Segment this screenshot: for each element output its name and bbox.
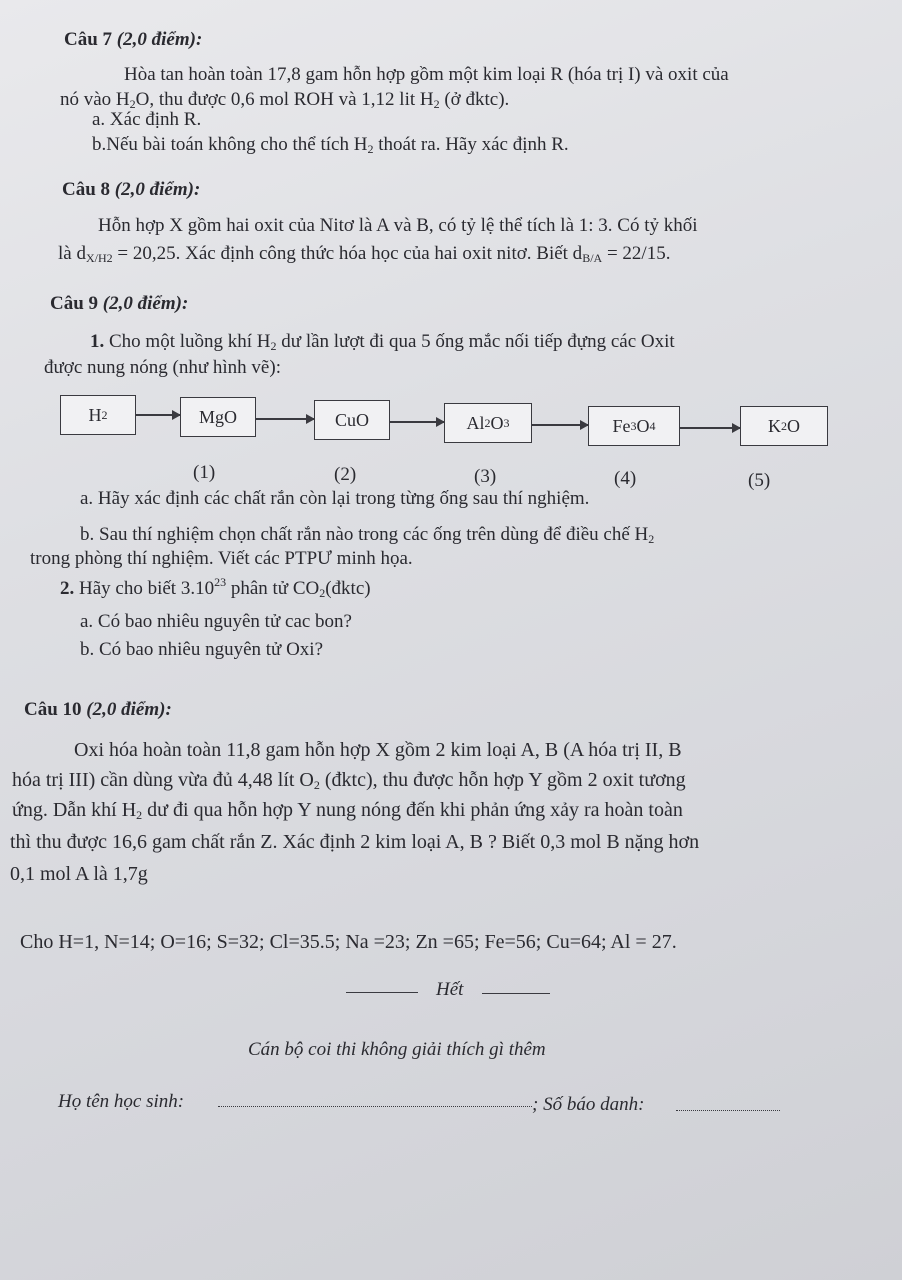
- arrow-1: [136, 414, 180, 416]
- box-k2o-a: K: [768, 415, 781, 436]
- q9-points: (2,0 điểm):: [102, 293, 189, 314]
- tube-number-2: (2): [334, 464, 357, 485]
- q9-p1-line1-b: dư lần lượt đi qua 5 ống mắc nối tiếp đựng các Oxit: [276, 331, 675, 352]
- q8-sub-ba: B/A: [582, 251, 603, 265]
- q8-sub-xh2: X/H2: [85, 251, 113, 265]
- q7-line2-b: O, thu được 0,6 mol ROH và 1,12 lit H: [135, 89, 434, 110]
- box-mgo-text: MgO: [198, 406, 237, 427]
- separator: ;: [532, 1094, 539, 1115]
- q9-part-b-line2: trong phòng thí nghiệm. Viết các PTPƯ minh họa.: [30, 548, 413, 569]
- q9-p1-num: 1.: [90, 331, 105, 352]
- student-name-label: Họ tên học sinh:: [58, 1091, 185, 1112]
- box-cuo: [314, 400, 390, 440]
- tube-number-1: (1): [193, 462, 216, 483]
- q10-line1: Oxi hóa hoàn toàn 11,8 gam hỗn hợp X gồm 2 kim loại A, B (A hóa trị II, B: [74, 739, 682, 761]
- box-al2o3: Al 2 O 3: [444, 403, 532, 443]
- q8-line1: Hỗn hợp X gồm hai oxit của Nitơ là A và B, có tỷ lệ thể tích là 1: 3. Có tỷ khối: [98, 215, 698, 236]
- q7-part-b-2: thoát ra. Hãy xác định R.: [373, 134, 569, 155]
- q7-line1: Hòa tan hoàn toàn 17,8 gam hỗn hợp gồm một kim loại R (hóa trị I) và oxit của: [124, 64, 729, 85]
- q7-line2-a: nó vào H: [60, 89, 130, 110]
- candidate-no-label: [532, 1093, 644, 1117]
- q10-heading: [24, 698, 172, 722]
- q9-p2-num: 2.: [60, 578, 75, 599]
- q10-line5: 0,1 mol A là 1,7g: [10, 863, 148, 885]
- q7-line2: nó vào $H_2O$, thu được 0,6 mol ROH và 1,12 lit $H_2$ (ở đktc).: [60, 89, 510, 111]
- q10-line4: thì thu được 16,6 gam chất rắn Z. Xác định 2 kim loại A, B ? Biết 0,3 mol B nặng hơn: [10, 831, 700, 853]
- q10-points: (2,0 điểm):: [86, 699, 172, 720]
- candidate-no-text: Số báo danh:: [538, 1094, 645, 1115]
- arrow-2: [256, 418, 314, 420]
- q10-line2: hóa trị III) cần dùng vừa đủ 4,48 lít $O_2$ (đktc), thu được hỗn hợp Y gồm 2 oxit tương: [12, 769, 686, 792]
- tube-number-5: (5): [748, 470, 771, 491]
- q7-part-a: a. Xác định R.: [92, 109, 202, 130]
- q9-part-a: a. Hãy xác định các chất rắn còn lại trong từng ống sau thí nghiệm.: [80, 488, 590, 509]
- q9-part-b-line1-a: b. Sau thí nghiệm chọn chất rắn nào trong các ống trên dùng để điều chế H: [80, 524, 649, 545]
- q7-part-b-1: b.Nếu bài toán không cho thể tích H: [92, 134, 368, 155]
- box-mgo: [180, 397, 256, 437]
- tube-number-4: (4): [614, 468, 637, 489]
- tube-number-3: (3): [474, 466, 497, 487]
- q10-title: Câu 10: [24, 699, 82, 720]
- q9-part-b-line1: b. Sau thí nghiệm chọn chất rắn nào trong các ống trên dùng để điều chế $H_2$: [80, 524, 655, 546]
- box-k2o-b: O: [787, 415, 800, 436]
- q7-heading: [64, 28, 202, 52]
- arrow-4: [532, 424, 588, 426]
- q9-p2-part-a: a. Có bao nhiêu nguyên tử cac bon?: [80, 611, 352, 632]
- q10-line2-b: (đktc), thu được hỗn hợp Y gồm 2 oxit tương: [319, 769, 686, 791]
- q9-p2-part-b: b. Có bao nhiêu nguyên tử Oxi?: [80, 639, 324, 660]
- q10-line3: ứng. Dẫn khí $H_2$ dư đi qua hỗn hợp Y nung nóng đến khi phản ứng xảy ra hoàn toàn: [12, 799, 683, 822]
- q7-points: (2,0 điểm):: [116, 29, 203, 50]
- q9-title: Câu 9: [50, 293, 99, 314]
- box-fe3o4-b: O: [636, 415, 650, 436]
- q10-line3-a: ứng. Dẫn khí H: [12, 799, 137, 821]
- q9-p1-line1: 1. Cho một luồng khí $H_2$ dư lần lượt đi qua 5 ống mắc nối tiếp đựng các Oxit: [90, 331, 675, 353]
- end-text: Hết: [436, 979, 464, 1000]
- box-cuo-text: CuO: [334, 409, 369, 430]
- candidate-no-field[interactable]: [676, 1110, 780, 1111]
- q8-title: Câu 8: [62, 179, 111, 200]
- box-fe3o4-a: Fe: [612, 415, 631, 436]
- q9-p2-a: Hãy cho biết 3.10: [74, 578, 215, 599]
- box-h2: H 2: [60, 395, 136, 435]
- q10-line2-a: hóa trị III) cần dùng vừa đủ 4,48 lít O: [12, 769, 314, 791]
- q7-part-b: b.Nếu bài toán không cho thể tích $H_2$ thoát ra. Hãy xác định R.: [92, 134, 569, 156]
- proctor-note: Cán bộ coi thi không giải thích gì thêm: [248, 1039, 546, 1060]
- arrow-3: [390, 421, 444, 423]
- q10-line3-b: dư đi qua hỗn hợp Y nung nóng đến khi phản ứng xảy ra hoàn toàn: [142, 799, 683, 821]
- arrow-5: [680, 427, 740, 429]
- q9-p2-b: phân tử CO: [226, 578, 320, 599]
- q9-p2-line: 2. Hãy cho biết 3.10$^{23}$ phân tử $CO_2(đktc)$: [60, 575, 371, 600]
- q8-line2-c: = 22/15.: [602, 243, 671, 264]
- q8-points: (2,0 điểm):: [114, 179, 201, 200]
- end-rule-right: [482, 993, 550, 994]
- box-h2-text: H: [88, 404, 102, 425]
- q9-heading: [50, 292, 188, 316]
- atomic-masses: Cho H=1, N=14; O=16; S=32; Cl=35.5; Na =23; Zn =65; Fe=56; Cu=64; Al = 27.: [20, 931, 677, 953]
- box-fe3o4: Fe 3 O 4: [588, 406, 680, 446]
- q8-line2-a: là d: [58, 243, 86, 264]
- q9-p1-line2: được nung nóng (như hình vẽ):: [44, 357, 281, 378]
- q8-line2: [58, 242, 670, 266]
- q8-heading: [62, 178, 200, 202]
- student-name-field[interactable]: [218, 1106, 532, 1107]
- q7-title: Câu 7: [64, 29, 113, 50]
- box-k2o: K 2 O: [740, 406, 828, 446]
- q9-p2-sup: 23: [214, 575, 227, 589]
- box-al2o3-a: Al: [466, 412, 485, 433]
- q9-p2-c: (đktc): [325, 578, 371, 599]
- q8-line2-b: = 20,25. Xác định công thức hóa học của hai oxit nitơ. Biết d: [112, 243, 583, 264]
- q9-p1-line1-a: Cho một luồng khí H: [104, 331, 271, 352]
- box-al2o3-b: O: [490, 412, 504, 433]
- q7-line2-c: (ở đktc).: [439, 89, 510, 110]
- end-rule-left: [346, 992, 418, 993]
